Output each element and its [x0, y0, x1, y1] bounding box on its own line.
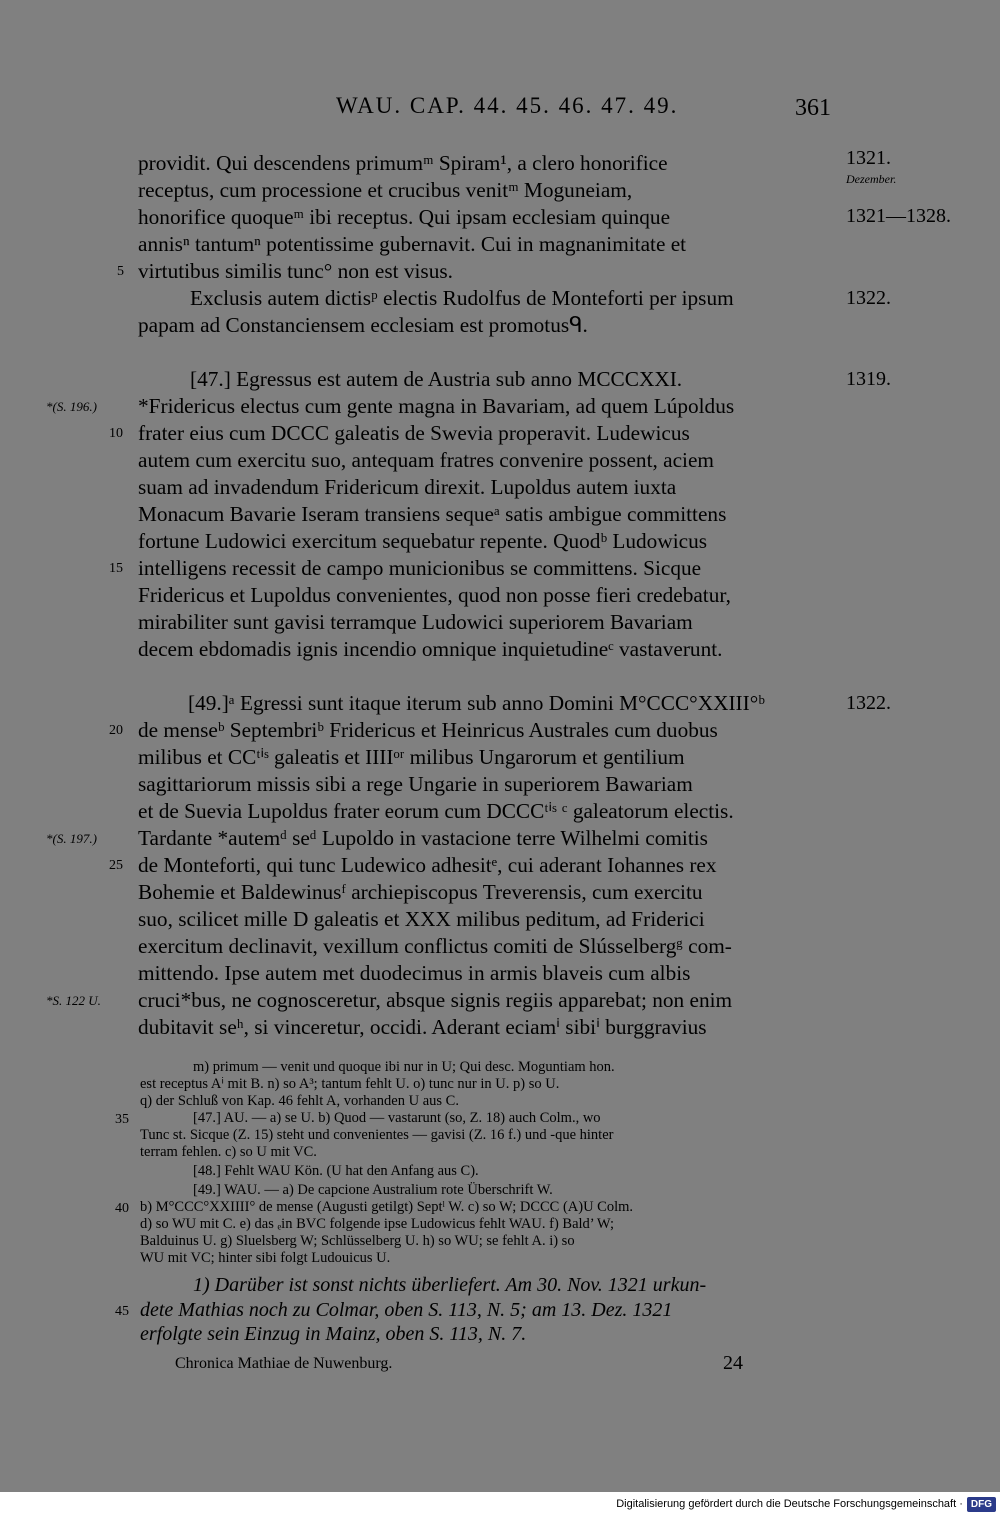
- footnote-line: m) primum — venit und quoque ibi nur in U; Qui desc. Moguntiam hon.: [193, 1059, 615, 1075]
- side-year: 1321.: [846, 147, 891, 169]
- text-line: decem ebdomadis ignis incendio omnique inquietudineᶜ vastaverunt.: [138, 637, 723, 661]
- text-line: de Monteforti, qui tunc Ludewico adhesitᵉ, cui aderant Iohannes rex: [138, 853, 717, 877]
- footnote-line-number: 35: [115, 1112, 129, 1127]
- footnote-line: [49.] WAU. — a) De capcione Australium rote Überschrift W.: [193, 1182, 553, 1198]
- text-line: frater eius cum DCCC galeatis de Swevia properavit. Ludewicus: [138, 421, 690, 445]
- page-reference: *(S. 197.): [46, 831, 97, 846]
- footnote-line: [47.] AU. — a) se U. b) Quod — vastarunt (so, Z. 18) auch Colm., wo: [193, 1110, 601, 1126]
- note-line: erfolgte sein Einzug in Mainz, oben S. 113, N. 7.: [140, 1323, 527, 1345]
- line-number: 20: [109, 723, 123, 738]
- text-line: honorifice quoqueᵐ ibi receptus. Qui ipsam ecclesiam quinque: [138, 205, 671, 229]
- text-line: de menseᵇ Septembriᵇ Fridericus et Heinricus Australes cum duobus: [138, 718, 718, 742]
- footnote-line-number: 40: [115, 1201, 129, 1216]
- text-line: papam ad Constanciensem ecclesiam est promotusᑫ.: [138, 313, 588, 337]
- text-line: Fridericus et Lupoldus convenientes, quod non posse fieri credebatur,: [138, 583, 731, 607]
- line-number: 10: [109, 426, 123, 441]
- text-line: suam ad invadendum Fridericum direxit. Lupoldus autem iuxta: [138, 475, 677, 499]
- page-reference: *S. 122 U.: [46, 993, 101, 1008]
- note-line: dete Mathias noch zu Colmar, oben S. 113, N. 5; am 13. Dez. 1321: [140, 1299, 673, 1321]
- footnote-line: d) so WU mit C. e) das ₑin BVC folgende ipse Ludowicus fehlt WAU. f) Bald’ W;: [140, 1216, 615, 1232]
- text-line: sagittariorum missis sibi a rege Ungarie in superiorem Bawariam: [138, 772, 693, 796]
- note-line: 1) Darüber ist sonst nichts überliefert. Am 30. Nov. 1321 urkun-: [193, 1274, 707, 1296]
- text-line: receptus, cum processione et crucibus venitᵐ Moguneiam,: [138, 178, 633, 202]
- text-line: suo, scilicet mille D galeatis et XXX milibus peditum, ad Friderici: [138, 907, 705, 931]
- text-line: Exclusis autem dictisᵖ electis Rudolfus de Monteforti per ipsum: [190, 286, 734, 310]
- text-line: dubitavit seʰ, si vinceretur, occidi. Aderant eciamⁱ sibiⁱ burggravius: [138, 1015, 707, 1039]
- line-number: 25: [109, 858, 123, 873]
- footnote-line: WU mit VC; hinter sibi folgt Ludouicus U.: [140, 1250, 391, 1266]
- footnote-line: Balduinus U. g) Sluelsberg W; Schlüsselberg U. h) so WU; se fehlt A. i) so: [140, 1233, 575, 1249]
- text-line: cruci*bus, ne cognosceretur, absque signis regiis apparebat; non enim: [138, 988, 733, 1012]
- footnote-line: [48.] Fehlt WAU Kön. (U hat den Anfang aus C).: [193, 1163, 479, 1179]
- text-line: et de Suevia Lupoldus frater eorum cum DCCCᵗⁱˢ ᶜ galeatorum electis.: [138, 799, 734, 823]
- line-number: 15: [109, 561, 123, 576]
- funding-banner: [616, 1494, 996, 1514]
- funding-text: Digitalisierung gefördert durch die Deutsche Forschungsgemeinschaft ·: [616, 1498, 963, 1510]
- footnote-line: terram fehlen. c) so U mit VC.: [140, 1144, 317, 1160]
- dfg-logo-icon: DFG: [967, 1497, 996, 1512]
- page-number: 361: [795, 95, 831, 121]
- text-line: annisⁿ tantumⁿ potentissime gubernavit. Cui in magnanimitate et: [138, 232, 687, 256]
- footnote-line-number: 45: [115, 1304, 129, 1319]
- signature-mark: 24: [723, 1352, 743, 1374]
- text-line: mittendo. Ipse autem met duodecimus in armis blaveis cum albis: [138, 961, 691, 985]
- text-line: autem cum exercitu suo, antequam fratres convenire possent, aciem: [138, 448, 714, 472]
- footer-title: Chronica Mathiae de Nuwenburg.: [175, 1355, 393, 1372]
- text-line: virtutibus similis tunc° non est visus.: [138, 259, 453, 283]
- text-line: intelligens recessit de campo municionibus se committens. Sicque: [138, 556, 702, 580]
- side-year: 1319.: [846, 368, 891, 390]
- footnote-line: b) M°CCC°XXIIII° de mense (Augusti getilgt) Septˡ W. c) so W; DCCC (A)U Colm.: [140, 1199, 634, 1215]
- line-number: 5: [117, 264, 124, 279]
- chapter-heading-49: [49.]ᵃ Egressi sunt itaque iterum sub anno Domini M°CCC°XXIII°ᵇ: [188, 691, 765, 715]
- side-year: 1322.: [846, 692, 891, 714]
- side-year: 1322.: [846, 287, 891, 309]
- text-line: Bohemie et Baldewinusᶠ archiepiscopus Treverensis, cum exercitu: [138, 880, 703, 904]
- text-line: mirabiliter sunt gavisi terramque Ludowici superiorem Bavariam: [138, 610, 693, 634]
- footnote-line: q) der Schluß von Kap. 46 fehlt A, vorhanden U aus C.: [140, 1093, 459, 1109]
- text-line: providit. Qui descendens primumᵐ Spiram¹, a clero honorifice: [138, 151, 668, 175]
- footnote-line: est receptus Aⁱ mit B. n) so A³; tantum fehlt U. o) tunc nur in U. p) so U.: [140, 1076, 560, 1092]
- chapter-heading-47: [47.] Egressus est autem de Austria sub anno MCCCXXI.: [190, 367, 683, 391]
- text-line: Tardante *autemᵈ seᵈ Lupoldo in vastacione terre Wilhelmi comitis: [138, 826, 708, 850]
- text-line: Monacum Bavarie Iseram transiens sequeᵃ satis ambigue committens: [138, 502, 727, 526]
- text-line: fortune Ludowici exercitum sequebatur repente. Quodᵇ Ludowicus: [138, 529, 708, 553]
- side-year: 1321—1328.: [846, 205, 951, 227]
- footnote-line: Tunc st. Sicque (Z. 15) steht und convenientes — gavisi (Z. 16 f.) und -que hinter: [140, 1127, 614, 1143]
- text-line: *Fridericus electus cum gente magna in Bavariam, ad quem Lúpoldus: [138, 394, 735, 418]
- side-month: Dezember.: [846, 172, 897, 186]
- running-header: WAU. CAP. 44. 45. 46. 47. 49.: [336, 93, 679, 118]
- page-reference: *(S. 196.): [46, 399, 97, 414]
- text-line: milibus et CCᵗⁱˢ galeatis et IIIIᵒʳ milibus Ungarorum et gentilium: [138, 745, 685, 769]
- text-line: exercitum declinavit, vexillum conflictus comiti de Slússelbergᵍ com-: [138, 934, 732, 958]
